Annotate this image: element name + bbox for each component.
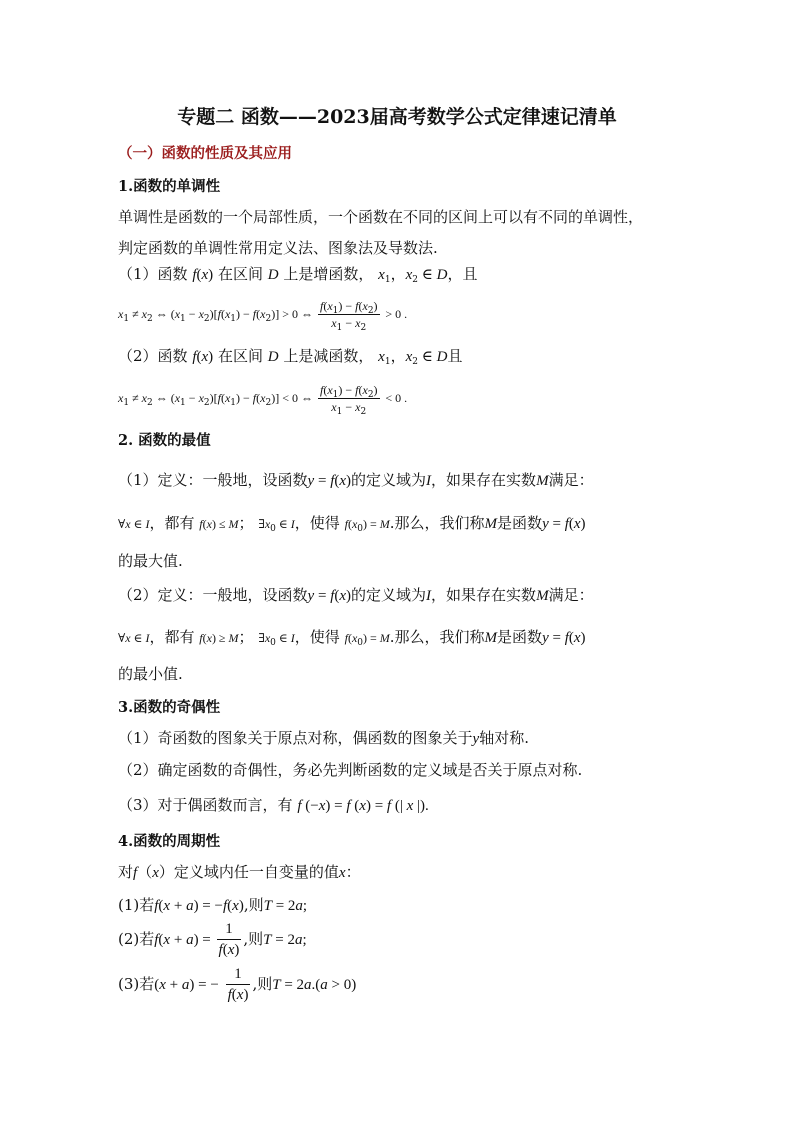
period-rule-2: (2)若f(x + a) = $\frac{1}{f(x)}$ ,则T = 2a; [118, 921, 307, 958]
period-rule-1: (1)若f(x + a) = −f(x),则T = 2a; [118, 896, 308, 914]
increasing-definition: （1）函数 f(x) 在区间 D 上是增函数， $x_1$，$x_2$ ∈ D，且 [118, 265, 478, 285]
increasing-condition-formula: $x_1 \ne x_2$ ⇔ $(x_1 - x_2)[f(x_1) - f(x_2)] > 0$ ⇔ $\frac{f(x_1) - f(x_2)}{x_1 - x_2}$ > 0 . [118, 299, 408, 333]
max-definition: （1）定义：一般地，设函数y = f(x)的定义域为I，如果存在实数M满足： [118, 471, 594, 489]
min-conclusion: 的最小值. [118, 665, 183, 683]
mono-intro-line2: 判定函数的单调性常用定义法、图象法及导数法. [118, 239, 438, 257]
heading-periodicity: 4.函数的周期性 [118, 833, 221, 850]
period-rule-3: (3)若(x + a) = − $\frac{1}{f(x)}$ ,则T = 2a.(a > 0) [118, 966, 357, 1003]
decreasing-definition: （2）函数 f(x) 在区间 D 上是减函数， $x_1$，$x_2$ ∈ D且 [118, 347, 463, 367]
section-heading: （一）函数的性质及其应用 [118, 145, 292, 162]
min-definition: （2）定义：一般地，设函数y = f(x)的定义域为I，如果存在实数M满足： [118, 586, 594, 604]
period-intro: 对f（x）定义域内任一自变量的值x： [118, 863, 361, 881]
max-condition: ∀x ∈ I，都有 f(x) ≤ M； $\exists x_0$ ∈ I，使得 $f(x_0) = M$.那么，我们称M是函数y = f(x) [118, 514, 586, 534]
page-title: 专题二 函数——2023届高考数学公式定律速记清单 [177, 106, 617, 128]
min-condition: ∀x ∈ I，都有 f(x) ≥ M； $\exists x_0$ ∈ I，使得 $f(x_0) = M$.那么，我们称M是函数y = f(x) [118, 628, 586, 648]
heading-extreme-values: 2. 函数的最值 [118, 432, 211, 449]
parity-item-3: （3）对于偶函数而言，有 f (−x) = f (x) = f (| x |). [118, 796, 429, 814]
mono-intro-line1: 单调性是函数的一个局部性质，一个函数在不同的区间上可以有不同的单调性， [118, 208, 644, 226]
heading-monotonicity: 1.函数的单调性 [118, 178, 221, 195]
max-conclusion: 的最大值. [118, 552, 183, 570]
heading-parity: 3.函数的奇偶性 [118, 699, 221, 716]
parity-item-2: （2）确定函数的奇偶性，务必先判断函数的定义域是否关于原点对称. [118, 761, 583, 779]
decreasing-condition-formula: $x_1 \ne x_2$ ⇔ $(x_1 - x_2)[f(x_1) - f(x_2)] < 0$ ⇔ $\frac{f(x_1) - f(x_2)}{x_1 - x_2}$ < 0 . [118, 383, 408, 417]
parity-item-1: （1）奇函数的图象关于原点对称，偶函数的图象关于y轴对称. [118, 729, 529, 747]
